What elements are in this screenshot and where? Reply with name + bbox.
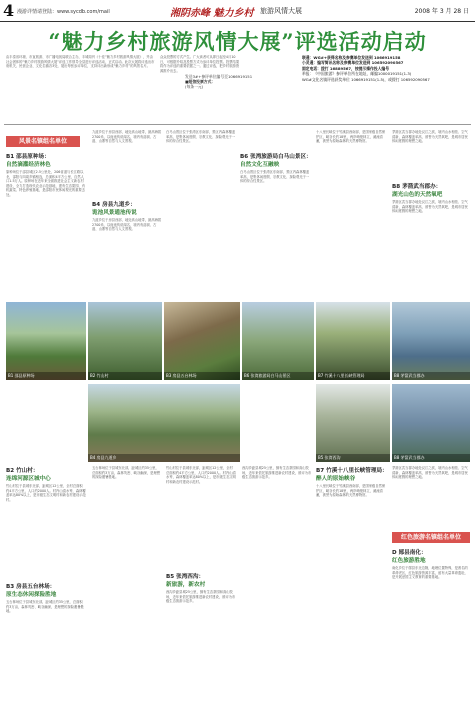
d-subtitle bbox=[392, 556, 470, 564]
col2-lower-body: 五台林场位于县城东北部，距城区约35公里，总面积约3万亩，森林茂密、峡谷幽深，是理想的探险避暑胜地。 bbox=[92, 466, 161, 480]
intro-mid: 众众投票的方式产生。广大读者可从即日起至4月10日，可根据介绍及投票方式为参评单位投票。投票结果将作为评选的重要依据之一。通过评选，把乡村旅游资源推介出去。 bbox=[160, 55, 240, 73]
b6-body: 白马山景区位于张湾区东南部，景区内森林覆盖率高，是集休闲度假、宗教文化、探险观光于一体的综合性景区。 bbox=[240, 170, 310, 184]
page-headline: “魅力乡村旅游风情大展”评选活动启动 bbox=[48, 29, 427, 54]
article-b1 bbox=[6, 152, 86, 292]
photo-b3 bbox=[164, 302, 240, 380]
article-b7 bbox=[316, 466, 388, 698]
vote-mail-title: ■短信投票方式： bbox=[185, 79, 216, 84]
b1-body: 原种场位于邵县城区2.5公里处，206省道与长江路以北，邵阳与四周乡镇相连，总面积4平方公里，自然人口1.5万人。原种场在近年来全面推进社会主义新农村建设，全力打造现代农业示范基地，建有生态果园、有机蔬菜、特色养殖基地，是邵阳市民休闲观光的重要去处。 bbox=[6, 170, 86, 197]
b4-subtitle-text: 诡池风景通池传说 bbox=[92, 210, 137, 216]
photo-b1 bbox=[6, 302, 86, 380]
b4-subtitle bbox=[92, 208, 162, 216]
vote-right-b: 小灵通：编写简讯名称及参赛单位发送到 106592090567 bbox=[302, 60, 404, 66]
d-subtitle-text: 红色旅游胜地 bbox=[392, 558, 426, 564]
photo-b5 bbox=[316, 384, 390, 462]
b3-subtitle bbox=[6, 590, 86, 598]
photo-b3-caption: B3 房县五台林场 bbox=[164, 372, 240, 380]
b6-subtitle-text: 自然文化互融映 bbox=[240, 162, 280, 168]
b1-title: B1 邵县原种场： bbox=[6, 154, 50, 160]
b1-subtitle-text: 自然滴灌经济林色 bbox=[6, 162, 51, 168]
col6-top-body: 茅箭区武当郡办地处汉江之滨，境内山水相依、空气清新，森林覆盖率高，被誉为天然氧吧，是城市居民休闲度假的理想之地。 bbox=[392, 130, 468, 144]
article-d bbox=[392, 548, 470, 698]
b5-title: B5 张湾西沟： bbox=[166, 574, 205, 580]
vote-note: (每条一元) bbox=[185, 84, 204, 89]
divider bbox=[4, 124, 471, 125]
photo-b7-caption: B7 竹溪十八里长峡管理局 bbox=[316, 372, 390, 380]
photo-b8-2-caption: B8 茅箭武当郡办 bbox=[392, 454, 470, 462]
b2-subtitle bbox=[6, 474, 86, 482]
photo-b4-caption: B4 房县九道乡 bbox=[88, 454, 240, 462]
b7-subtitle bbox=[316, 474, 388, 482]
b6-title: B6 张湾旅游局白马山景区： bbox=[240, 154, 312, 160]
b7-title: B7 竹溪十八里长峡管理局： bbox=[316, 468, 388, 474]
b2-body: 竹山村位于县城东北部，距城区12公里，全村总面积约4平方公里，人口约2000人。村内山清水秀，森林覆盖率达80%以上，是市级生态文明村和新农村建设示范村。 bbox=[6, 484, 86, 502]
b8-title: B8 茅箭武当郡办： bbox=[392, 184, 442, 190]
vote-sms: 发送3#+参评单位编号至1066919151 bbox=[185, 74, 253, 79]
d-title: D 郧县南化： bbox=[392, 550, 427, 556]
photo-b1-caption: B1 邵县原种场 bbox=[6, 372, 86, 380]
b5-body: 西沟乡距县城25公里，拥有生态茶园和高山牧场，近年来依托旅游推进新农村建设，被评为市级生态旅游示范乡。 bbox=[166, 590, 236, 604]
col5-body: 十八里长峡位于竹溪县西南部，是国家级自然保护区，峡谷长约18里，两岸峭壁林立，溪流清澈，被誉为原始森林的天然博物馆。 bbox=[316, 130, 386, 144]
photo-b8 bbox=[392, 302, 470, 380]
section-name: 旅游风情大展 bbox=[260, 7, 302, 15]
b3-subtitle-text: 原生态休闲探险胜地 bbox=[6, 592, 57, 598]
vote-right-e: WG#文化名镇评选获奖单位 1066919151(1-5)，或拨打 106592090567 bbox=[302, 76, 430, 82]
vote-box bbox=[185, 74, 295, 116]
b7-body: 十八里长峡位于竹溪县西南部，是国家级自然保护区，峡谷长约18里，两岸峭壁林立，溪流清澈，被誉为原始森林的天然博物馆。 bbox=[316, 484, 386, 498]
vote-right-d: 举报：《中国旅游》参评单位所在地址，邮编1000019151(1-3) bbox=[302, 71, 412, 77]
b5-subtitle bbox=[166, 580, 238, 588]
b7-subtitle-text: 醉人的原始峡谷 bbox=[316, 476, 356, 482]
b5-subtitle-text: 新旅游，新农村 bbox=[166, 582, 206, 588]
col2-body: 九道乡位于房县西部，地处高山地带，最高海拔2700米，以诡池传说闻名，境内有溶洞、古道、山寨等自然与人文景观。 bbox=[92, 130, 162, 144]
scenic-category-label: 风景名镇组名单位 bbox=[6, 136, 80, 147]
article-b6 bbox=[240, 152, 312, 294]
article-b5 bbox=[166, 572, 238, 698]
photo-b2 bbox=[88, 302, 162, 380]
b3-body: 五台林场位于县城东北部，距城区约35公里，总面积约3万亩，森林茂密、峡谷幽深，是理想的探险避暑胜地。 bbox=[6, 600, 84, 614]
b8-subtitle bbox=[392, 190, 470, 198]
col4-lower-body: 西沟乡距县城25公里，拥有生态茶园和高山牧场，近年来依托旅游推进新农村建设，被评为市级生态旅游示范乡。 bbox=[242, 466, 312, 480]
b2-subtitle-text: 连绵河源区城中心 bbox=[6, 476, 51, 482]
b3-title: B3 房县五台林场： bbox=[6, 584, 56, 590]
photo-b6 bbox=[242, 302, 314, 380]
col6-lower-body: 茅箭区武当郡办地处汉江之滨，境内山水相依、空气清新，森林覆盖率高，被誉为天然氧吧，是城市居民休闲度假的理想之地。 bbox=[392, 466, 468, 480]
col3-lower-body: 竹山村位于县城东北部，距城区12公里，全村总面积约4平方公里，人口约2000人。村内山清水秀，森林覆盖率达80%以上，是市级生态文明村和新农村建设示范村。 bbox=[166, 466, 236, 484]
photo-b5-caption: B5 张湾西沟 bbox=[316, 454, 390, 462]
page-header bbox=[0, 0, 475, 22]
page-number: 4 bbox=[3, 1, 15, 20]
photo-b4 bbox=[88, 384, 240, 462]
photo-b2-caption: B2 竹山村 bbox=[88, 372, 162, 380]
article-b3 bbox=[6, 582, 86, 698]
photo-b8-2 bbox=[392, 384, 470, 462]
red-category-label: 红色旅游名镇组名单位 bbox=[392, 532, 470, 543]
intro-left: 由丰泰省环境、市直旅游、市广播电视局联合主办，丰城周刊《十佳”魅力乡村旅游风情大展》，并由社会团体的“魅力乡村旅游风情大展”评选工作领导全县进行评选活动，正式启动。此次大展将评选出市府机关、民营企业、文化名镇各3处，展出每张参评单位，支持评出新形成“魅力乡村”的风景名片。 bbox=[6, 55, 155, 69]
vote-right-a: 联通：WG#+获得名称及参赛单位发送到 1066919158 bbox=[302, 55, 401, 60]
b4-title: B4 房县九道乡： bbox=[92, 202, 136, 208]
b6-subtitle bbox=[240, 160, 312, 168]
header-hint: 漫游详情请登陆：www.sycdb.com/mail bbox=[17, 9, 110, 15]
b4-body: 九道乡位于房县西部，地处高山地带，最高海拔2700米，以诡池传说闻名，境内有溶洞、古道、山寨等自然与人文景观。 bbox=[92, 218, 162, 232]
article-b8 bbox=[392, 182, 470, 294]
b2-title: B2 竹山村： bbox=[6, 468, 39, 474]
vote-right-c: 固定电话：拨打 16889567，按提示操作投人编号 bbox=[302, 65, 390, 71]
b8-body: 茅箭区武当郡办地处汉江之滨，境内山水相依、空气清新，森林覆盖率高，被誉为天然氧吧，是城市居民休闲度假的理想之地。 bbox=[392, 200, 468, 214]
masthead-logo: 湘阴赤峰 魅力乡村 bbox=[170, 8, 254, 19]
col3-body: 白马山景区位于张湾区东南部，景区内森林覆盖率高，是集休闲度假、宗教文化、探险观光于一体的综合性景区。 bbox=[166, 130, 236, 144]
b8-subtitle-text: 湖光山色的天然氧吧 bbox=[392, 192, 443, 198]
b1-subtitle bbox=[6, 160, 86, 168]
vote-right bbox=[302, 55, 470, 117]
photo-b6-caption: B6 张湾旅游局白马山景区 bbox=[242, 372, 314, 380]
d-body: 南化乡位于郧县东北边陲，地理位置特殊，是著名的革命老区，红色旅游资源丰富，留有大量革命遗址，是开展爱国主义教育的重要基地。 bbox=[392, 566, 468, 580]
article-b4 bbox=[92, 200, 162, 295]
photo-b7 bbox=[316, 302, 390, 380]
issue-date: 2008 年 3 月 28 日 bbox=[414, 8, 469, 15]
article-b2 bbox=[6, 466, 86, 576]
photo-b8-caption: B8 茅箭武当郡办 bbox=[392, 372, 470, 380]
